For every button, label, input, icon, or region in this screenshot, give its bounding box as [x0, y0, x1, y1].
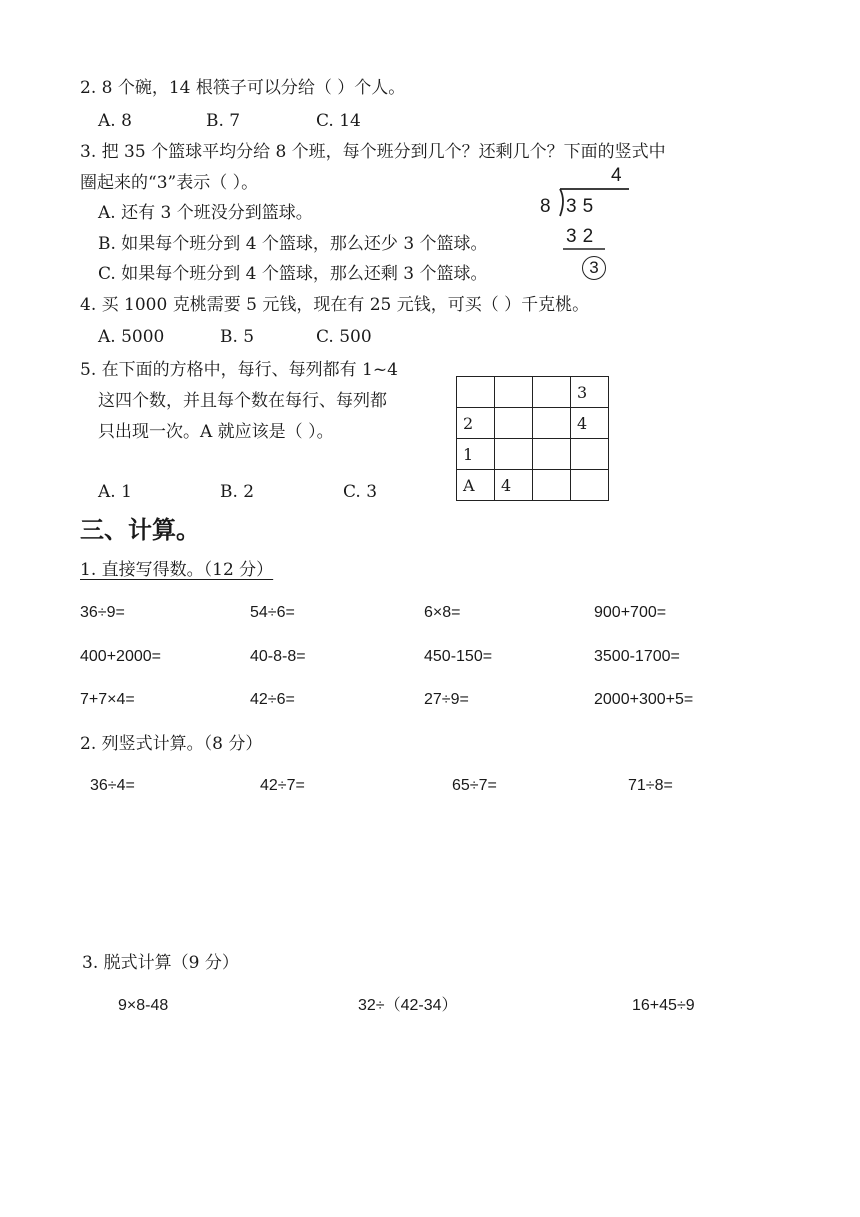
grid-cell: [533, 439, 571, 470]
q4-option-c: C. 500: [316, 327, 372, 347]
q4-stem: 4. 买 1000 克桃需要 5 元钱，现在有 25 元钱，可买（ ）千克桃。: [80, 295, 590, 315]
q5-stem-line2: 这四个数，并且每个数在每行、每列都: [98, 391, 387, 411]
grid-cell: 4: [495, 470, 533, 501]
grid-cell: 4: [571, 408, 609, 439]
grid-row: [457, 439, 609, 470]
q3-option-b: B. 如果每个班分到 4 个篮球，那么还少 3 个篮球。: [98, 234, 488, 254]
vertical-calc-item: 36÷4=: [90, 777, 135, 794]
grid-cell: [495, 439, 533, 470]
calc-item: 6×8=: [424, 604, 461, 621]
grid-cell: 3: [571, 377, 609, 408]
number-grid: [456, 376, 609, 501]
calc-item: 40-8-8=: [250, 648, 306, 665]
stepwise-calc-item: 9×8-48: [118, 997, 169, 1014]
q4-option-b: B. 5: [220, 327, 255, 347]
vertical-calc-item: 42÷7=: [260, 777, 305, 794]
grid-cell: 1: [457, 439, 495, 470]
calc-item: 42÷6=: [250, 691, 295, 708]
grid-row: [457, 408, 609, 439]
q5-stem-line1: 5. 在下面的方格中，每行、每列都有 1~4: [80, 360, 398, 380]
ld-quotient: 4: [611, 165, 622, 186]
calc-item: 54÷6=: [250, 604, 295, 621]
grid-cell: [571, 470, 609, 501]
q5-option-c: C. 3: [343, 482, 378, 502]
grid-cell: [571, 439, 609, 470]
grid-cell: A: [457, 470, 495, 501]
vertical-calc-item: 65÷7=: [452, 777, 497, 794]
calc-item: 400+2000=: [80, 648, 161, 665]
grid-cell: [495, 377, 533, 408]
q5-stem-line3: 只出现一次。A 就应该是（ ）。: [98, 422, 334, 442]
calc-item: 7+7×4=: [80, 691, 135, 708]
grid-row: [457, 470, 609, 501]
ld-remainder-circled: 3: [582, 256, 606, 280]
ld-dividend: 35: [566, 196, 600, 217]
q4-option-a: A. 5000: [98, 327, 165, 347]
calc-item: 3500-1700=: [594, 648, 680, 665]
q2-option-c: C. 14: [316, 111, 361, 131]
grid-cell: [533, 470, 571, 501]
vertical-calc-item: 71÷8=: [628, 777, 673, 794]
grid-row: [457, 377, 609, 408]
q5-option-b: B. 2: [220, 482, 255, 502]
part1-title: 1. 直接写得数。（12 分）: [80, 560, 274, 580]
q2-option-a: A. 8: [98, 111, 132, 131]
ld-divisor: 8: [540, 196, 551, 217]
stepwise-calc-item: 32÷（42-34）: [358, 997, 458, 1014]
q2-option-b: B. 7: [206, 111, 241, 131]
section3-heading: 三、计算。: [80, 515, 200, 544]
grid-cell: [533, 377, 571, 408]
calc-item: 36÷9=: [80, 604, 125, 621]
grid-cell: [533, 408, 571, 439]
grid-cell: [457, 377, 495, 408]
q3-option-a: A. 还有 3 个班没分到篮球。: [98, 203, 313, 223]
grid-cell: 2: [457, 408, 495, 439]
stepwise-calc-item: 16+45÷9: [632, 997, 695, 1014]
part3-title: 3. 脱式计算（9 分）: [82, 953, 239, 973]
q5-option-a: A. 1: [98, 482, 132, 502]
calc-item: 900+700=: [594, 604, 667, 621]
q3-option-c: C. 如果每个班分到 4 个篮球，那么还剩 3 个篮球。: [98, 264, 488, 284]
q3-stem-line2: 圈起来的“3”表示（ ）。: [80, 173, 259, 193]
q3-stem-line1: 3. 把 35 个篮球平均分给 8 个班，每个班分到几个？还剩几个？下面的竖式中: [80, 142, 666, 162]
q2-stem: 2. 8 个碗，14 根筷子可以分给（ ）个人。: [80, 78, 406, 98]
ld-product: 32: [566, 226, 600, 247]
ld-division-bracket-icon: [553, 186, 633, 256]
grid-cell: [495, 408, 533, 439]
calc-item: 27÷9=: [424, 691, 469, 708]
part2-title: 2. 列竖式计算。（8 分）: [80, 734, 263, 754]
calc-item: 2000+300+5=: [594, 691, 694, 708]
calc-item: 450-150=: [424, 648, 493, 665]
